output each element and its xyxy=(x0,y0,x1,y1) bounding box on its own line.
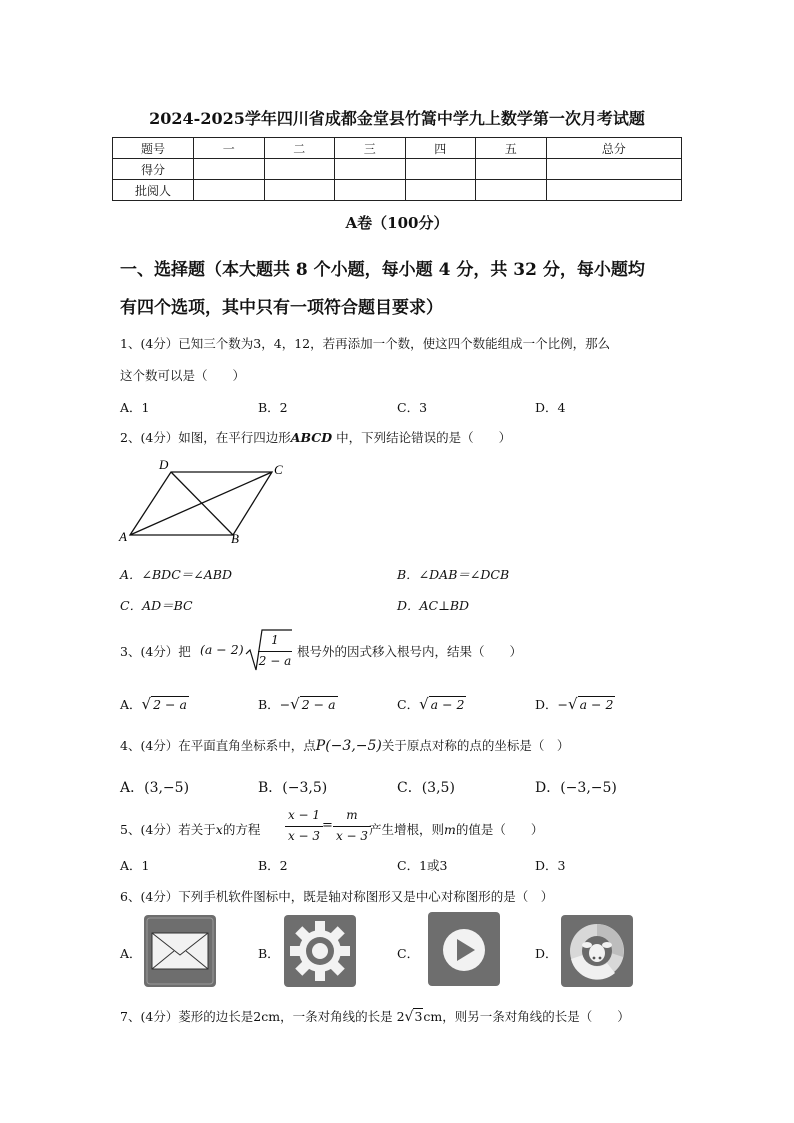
q5-stem-post xyxy=(369,820,543,838)
q3-frac-num: 1 xyxy=(271,633,279,647)
q3-option-radicand: a − 2 xyxy=(579,697,614,712)
vertex-label-d: D xyxy=(159,457,169,472)
score-cell xyxy=(335,180,406,201)
score-cell xyxy=(264,180,335,201)
diagonal-bd xyxy=(171,472,233,535)
q2-option-a: A．∠BDC＝∠ABD xyxy=(120,567,232,582)
q5-option-b: B．2 xyxy=(258,858,288,873)
diagonal-ac xyxy=(130,472,272,535)
q5-lhs-den: x − 3 xyxy=(287,829,321,843)
q3-option-sign: − xyxy=(557,697,569,712)
q1-option-a: A．1 xyxy=(120,400,150,415)
q3-option-label: A． xyxy=(120,697,142,712)
q2-stem-text-end: 中，下列结论错误的是（ ） xyxy=(332,430,512,445)
q6-option-c-label: C． xyxy=(397,946,420,961)
score-cell xyxy=(476,180,547,201)
q6-option-a-label: A． xyxy=(120,946,142,961)
section-heading-line1: 一、选择题（本大题共 8 个小题，每小题 4 分，共 32 分，每小题均 xyxy=(120,260,645,280)
q5-stem-text-end: 的值是（ ） xyxy=(455,822,544,837)
q5-equals: = xyxy=(322,818,333,833)
q3-option-radicand: 2 − a xyxy=(301,697,336,712)
q1-stem-line1: 1、(4分）已知三个数为3，4，12，若再添加一个数，使这四个数能组成一个比例，那么 xyxy=(120,336,611,351)
score-cell xyxy=(405,180,476,201)
q4-stem-text: 4、(4分）在平面直角坐标系中，点 xyxy=(120,738,316,753)
q5-rhs-num: m xyxy=(346,808,358,822)
q3-option-c: C．√ a − 2 xyxy=(397,695,465,713)
q7-stem-text-end: cm，则另一条对角线的长是（ ） xyxy=(423,1009,630,1024)
q3-option-radicand: 2 − a xyxy=(153,697,187,712)
q4-stem xyxy=(120,736,569,754)
q5-stem-pre xyxy=(120,820,260,838)
q5-rhs-line xyxy=(333,826,371,827)
score-cell xyxy=(194,159,265,180)
q2-stem-text: 2、(4分）如图，在平行四边形 xyxy=(120,430,291,445)
q7-stem: 7、(4分）菱形的边长是2cm，一条对角线的长是 2√3cm，则另一条对角线的长是（ ） xyxy=(120,1009,630,1025)
q4-option-c: C．(3,5) xyxy=(397,780,455,796)
q7-stem-text: 7、(4分）菱形的边长是2cm，一条对角线的长是 xyxy=(120,1009,393,1024)
score-table-row xyxy=(113,180,682,201)
q6-option-d-label: D． xyxy=(535,946,558,961)
q5-lhs-num: x − 1 xyxy=(287,808,321,822)
q4-stem-text-end: 关于原点对称的点的坐标是（ ） xyxy=(381,738,570,753)
q2-stem xyxy=(120,428,511,446)
vertex-label-a: A xyxy=(119,529,127,544)
q5-option-d: D．3 xyxy=(535,858,566,873)
q5-stem-text: 5、(4分）若关于 xyxy=(120,822,216,837)
q7-radicand: 3 xyxy=(414,1009,423,1024)
q4-option-d: D．(−3,−5) xyxy=(535,780,617,796)
q5-lhs-line xyxy=(285,826,323,827)
q1-option-d: D．4 xyxy=(535,400,566,415)
q6-option-b-label: B． xyxy=(258,946,280,961)
q3-option-label: B． xyxy=(258,697,280,712)
score-cell xyxy=(335,159,406,180)
q4-option-a: A．(3,−5) xyxy=(120,780,190,796)
q6-stem: 6、(4分）下列手机软件图标中，既是轴对称图形又是中心对称图形的是（ ） xyxy=(120,889,554,904)
vertex-label-c: C xyxy=(274,462,283,477)
q3-factor: (a − 2) xyxy=(200,642,244,657)
q5-rhs-den: x − 3 xyxy=(335,829,369,843)
q5-stem-text-mid: 的方程 xyxy=(222,822,261,837)
play-icon xyxy=(428,912,500,986)
q3-option-radicand: a − 2 xyxy=(430,697,465,712)
q3-option-d: D．−√ a − 2 xyxy=(535,695,614,713)
q3-option-label: D． xyxy=(535,697,558,712)
vertex-label-b: B xyxy=(231,531,239,546)
volume-heading: A卷（100分） xyxy=(345,214,449,232)
score-table-header-row xyxy=(113,138,682,159)
score-table-header: 题号 xyxy=(113,138,194,159)
score-table-header: 二 xyxy=(264,138,335,159)
score-table-header: 一 xyxy=(194,138,265,159)
parallelogram-figure xyxy=(115,455,290,547)
gear-icon xyxy=(284,915,356,987)
q5-option-c: C．1或3 xyxy=(397,858,448,873)
score-table-row-label: 得分 xyxy=(113,159,194,180)
score-table-row xyxy=(113,159,682,180)
q4-option-b: B．(−3,5) xyxy=(258,780,328,796)
q2-option-d: D．AC⊥BD xyxy=(397,598,470,613)
score-cell xyxy=(405,159,476,180)
q2-option-c: C．AD＝BC xyxy=(120,598,193,613)
score-table-header: 三 xyxy=(335,138,406,159)
section-heading-line2: 有四个选项，其中只有一项符合题目要求） xyxy=(120,298,443,318)
q5-option-a: A．1 xyxy=(120,858,150,873)
score-cell xyxy=(264,159,335,180)
q4-point: P(−3,−5) xyxy=(315,738,382,754)
score-table-header: 五 xyxy=(476,138,547,159)
score-cell xyxy=(546,180,682,201)
q3-stem-pre: 3、(4分）把 xyxy=(120,644,191,659)
q3-stem-post: 根号外的因式移入根号内，结果（ ） xyxy=(297,644,523,659)
q3-option-a: A．√ 2 − a xyxy=(120,695,187,713)
q3-frac-den: 2 − a xyxy=(258,654,292,668)
envelope-icon xyxy=(144,915,216,987)
q3-option-b: B．−√ 2 − a xyxy=(258,695,336,713)
q7-coef: 2 xyxy=(396,1009,405,1024)
score-cell xyxy=(476,159,547,180)
score-table-row-label: 批阅人 xyxy=(113,180,194,201)
cow-logo-icon xyxy=(561,915,633,987)
score-table xyxy=(112,137,682,201)
q5-stem-text-mid2: 产生增根，则 xyxy=(369,822,445,837)
q3-frac-line xyxy=(258,651,292,652)
score-cell xyxy=(194,180,265,201)
score-table-header: 总分 xyxy=(546,138,682,159)
q3-option-label: C． xyxy=(397,697,420,712)
q1-stem-line2: 这个数可以是（ ） xyxy=(120,368,246,383)
q1-option-b: B．2 xyxy=(258,400,288,415)
q5-var-m: m xyxy=(444,822,456,837)
q2-option-b: B．∠DAB＝∠DCB xyxy=(397,567,510,582)
q3-option-sign: − xyxy=(279,697,291,712)
score-cell xyxy=(546,159,682,180)
q5-var-x: x xyxy=(215,822,223,837)
score-table-header: 四 xyxy=(405,138,476,159)
q2-stem-var: ABCD xyxy=(290,430,333,445)
exam-title: 2024-2025学年四川省成都金堂县竹篙中学九上数学第一次月考试题 xyxy=(149,109,645,128)
q1-option-c: C．3 xyxy=(397,400,428,415)
